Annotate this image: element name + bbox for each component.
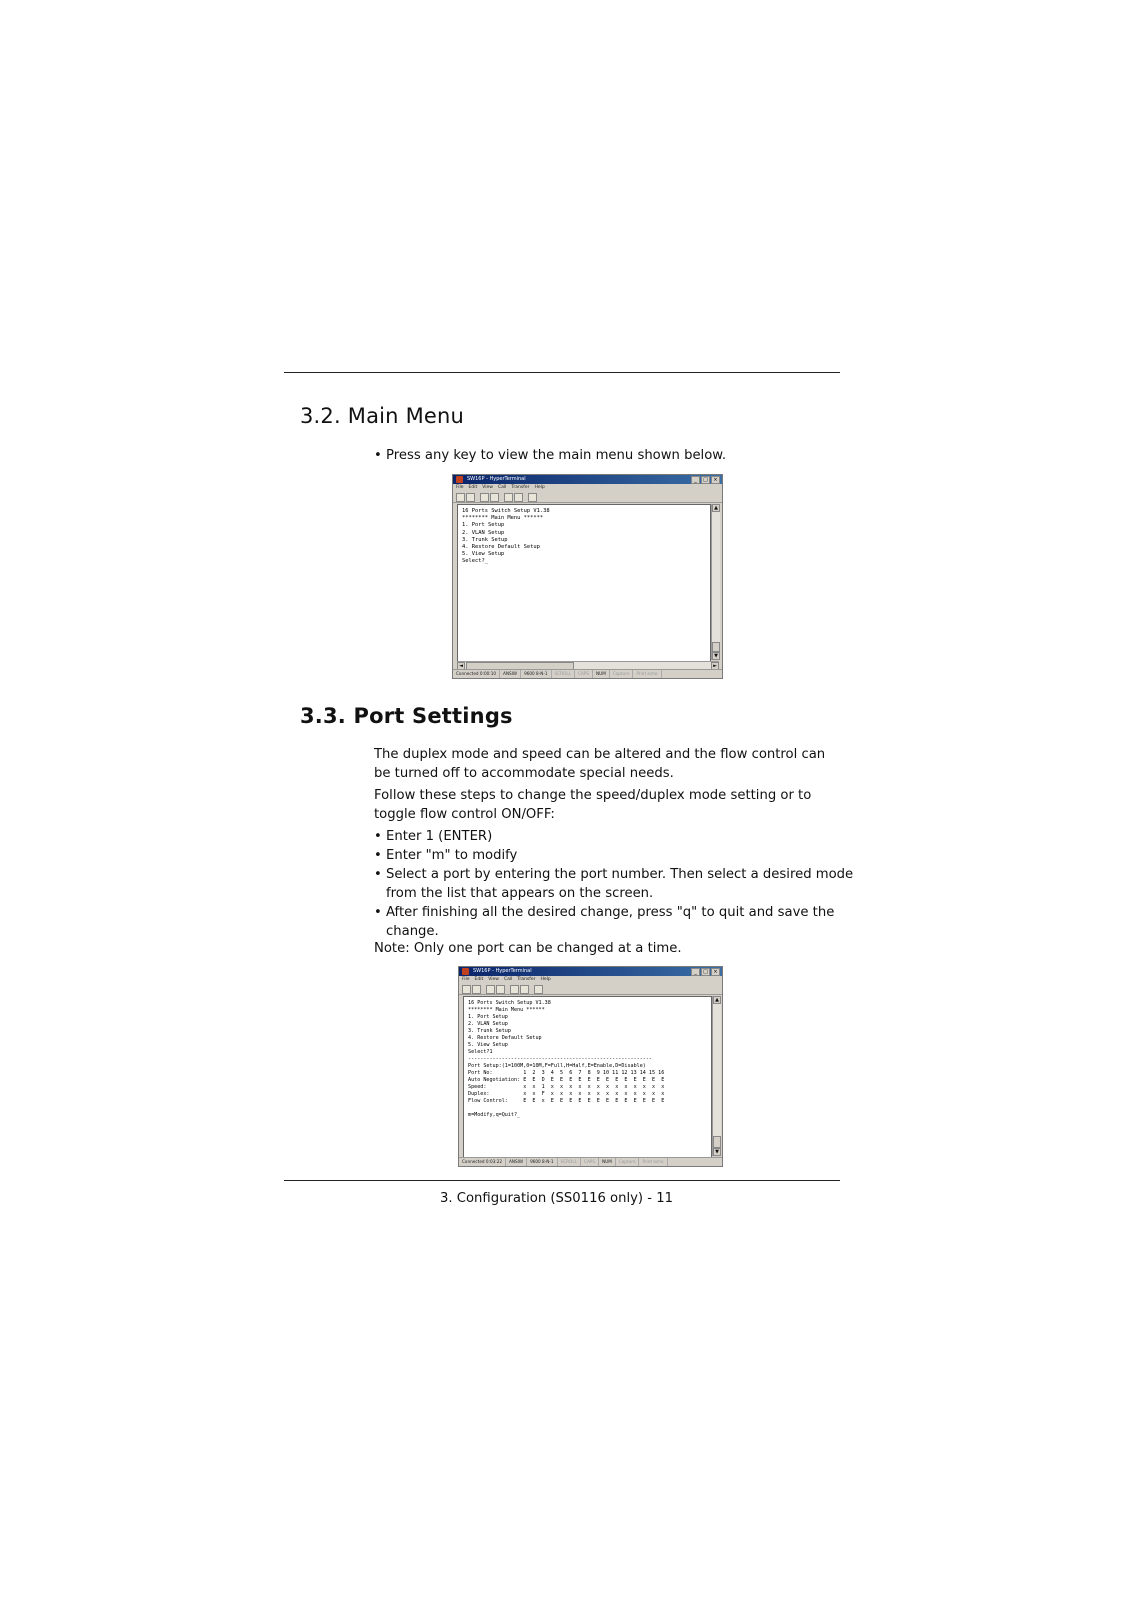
menu-file[interactable]: File <box>456 485 464 490</box>
main-menu-bullet <box>374 446 856 465</box>
toolbar-separator <box>500 494 503 501</box>
properties-icon[interactable] <box>528 493 537 502</box>
app-icon <box>456 476 463 483</box>
send-icon[interactable] <box>504 493 513 502</box>
menu-view[interactable]: View <box>488 977 499 982</box>
maximize-icon[interactable]: □ <box>701 968 710 976</box>
bullet-dot: • <box>374 867 382 882</box>
heading-main-menu-title: Main Menu <box>347 404 465 428</box>
top-rule <box>284 372 840 373</box>
scroll-right-icon[interactable]: ► <box>711 662 719 670</box>
menu-help[interactable]: Help <box>534 485 545 490</box>
menu-bar <box>453 484 722 492</box>
maximize-icon[interactable]: □ <box>701 476 710 484</box>
step-bullet <box>374 827 856 846</box>
heading-main-menu-number: 3.2. <box>300 404 341 428</box>
status-capture: Capture <box>616 1158 640 1166</box>
menu-view[interactable]: View <box>482 485 493 490</box>
terminal-text: 16 Ports Switch Setup V1.38 ******** Main Menu ****** 1. Port Setup 2. VLAN Setup 3. Trunk Setup 4. Restore Default Setup 5. View Setup Select?1 ------------------------------------------------------------ Port Setup:(1=100M,0=10M,F=Full,H=Half,E=Enable,D=Disable) Port No: 1 2 3 4 5 6 7 8 9 10 11 12 13 14 15 16 Auto Negotiation: E E D E E E E E E E E E E E E E Speed: x x 1 x x x x x x x x x x x x x Duplex: x x F x x x x x x x x x x x x x Flow Control: E E x E E E E E E E E E E E E E m=Modify,q=Quit?_ <box>468 1000 665 1118</box>
disconnect-icon[interactable] <box>496 985 505 994</box>
toolbar-separator <box>524 494 527 501</box>
menu-transfer[interactable]: Transfer <box>511 485 530 490</box>
hyperterminal-window-2 <box>458 966 723 1167</box>
connect-icon[interactable] <box>480 493 489 502</box>
vertical-scrollbar[interactable] <box>711 504 720 660</box>
page-footer: 3. Configuration (SS0116 only) - 11 <box>440 1191 674 1206</box>
vertical-scrollbar[interactable] <box>712 996 721 1156</box>
step-text: Select a port by entering the port number. Then select a desired mode from the list that appears on the screen. <box>386 867 854 901</box>
minimize-icon[interactable]: _ <box>691 476 700 484</box>
properties-icon[interactable] <box>534 985 543 994</box>
window-controls <box>691 968 720 976</box>
status-scroll: SCROLL <box>558 1158 581 1166</box>
menu-call[interactable]: Call <box>503 977 513 982</box>
window-controls <box>691 476 720 484</box>
new-icon[interactable] <box>462 985 471 994</box>
status-num: NUM <box>593 670 610 678</box>
bullet-dot: • <box>374 848 382 863</box>
status-print-echo: Print echo <box>633 670 661 678</box>
status-num: NUM <box>599 1158 616 1166</box>
scroll-up-icon[interactable]: ▲ <box>713 996 721 1004</box>
status-emulation: ANSIW <box>506 1158 527 1166</box>
scroll-down-icon[interactable]: ▼ <box>712 652 720 660</box>
bullet-dot: • <box>374 829 382 844</box>
status-connected: Connected 0:00:10 <box>453 670 500 678</box>
receive-icon[interactable] <box>514 493 523 502</box>
heading-main-menu <box>300 404 464 428</box>
close-icon[interactable]: × <box>711 476 720 484</box>
new-icon[interactable] <box>456 493 465 502</box>
connect-icon[interactable] <box>486 985 495 994</box>
step-text: After finishing all the desired change, press "q" to quit and save the change. <box>386 905 835 939</box>
status-caps: CAPS <box>575 670 593 678</box>
receive-icon[interactable] <box>520 985 529 994</box>
heading-port-settings-number: 3.3. <box>300 704 346 728</box>
step-bullet <box>374 865 856 903</box>
open-icon[interactable] <box>472 985 481 994</box>
port-settings-paragraph-2: Follow these steps to change the speed/duplex mode setting or to toggle flow control ON/OFF: <box>374 788 812 822</box>
window-title-bar <box>453 475 722 484</box>
step-bullet <box>374 846 856 865</box>
step-text: Enter 1 (ENTER) <box>386 829 493 844</box>
heading-port-settings <box>300 704 513 728</box>
terminal-screen[interactable] <box>463 996 712 1158</box>
window-title: SW16P - HyperTerminal <box>467 476 526 482</box>
window-title-bar <box>459 967 722 976</box>
scroll-up-icon[interactable]: ▲ <box>712 504 720 512</box>
app-icon <box>462 968 469 975</box>
menu-file[interactable]: File <box>462 977 470 982</box>
port-settings-note: Note: Only one port can be changed at a time. <box>374 941 682 956</box>
scroll-left-icon[interactable]: ◄ <box>457 662 465 670</box>
disconnect-icon[interactable] <box>490 493 499 502</box>
scroll-thumb[interactable] <box>712 642 720 652</box>
port-settings-paragraph-1: The duplex mode and speed can be altered and the flow control can be turned off to accommodate special needs. <box>374 747 826 781</box>
step-bullet <box>374 903 856 941</box>
window-title: SW16P - HyperTerminal <box>473 968 532 974</box>
status-settings: 9600 8-N-1 <box>527 1158 557 1166</box>
toolbar-separator <box>482 986 485 993</box>
status-connected: Connected 0:03:22 <box>459 1158 506 1166</box>
toolbar <box>453 492 722 503</box>
menu-edit[interactable]: Edit <box>468 485 478 490</box>
toolbar-separator <box>530 986 533 993</box>
heading-port-settings-title: Port Settings <box>353 704 513 728</box>
menu-call[interactable]: Call <box>497 485 507 490</box>
scroll-thumb[interactable] <box>713 1136 721 1148</box>
close-icon[interactable]: × <box>711 968 720 976</box>
status-bar <box>453 669 722 678</box>
status-caps: CAPS <box>581 1158 599 1166</box>
menu-help[interactable]: Help <box>540 977 551 982</box>
status-emulation: ANSIW <box>500 670 521 678</box>
toolbar-separator <box>506 986 509 993</box>
status-capture: Capture <box>610 670 634 678</box>
minimize-icon[interactable]: _ <box>691 968 700 976</box>
bottom-rule <box>284 1180 840 1181</box>
main-menu-bullet-text: Press any key to view the main menu shown below. <box>386 448 727 463</box>
status-scroll: SCROLL <box>552 670 575 678</box>
toolbar-separator <box>476 494 479 501</box>
open-icon[interactable] <box>466 493 475 502</box>
scroll-down-icon[interactable]: ▼ <box>713 1148 721 1156</box>
menu-edit[interactable]: Edit <box>474 977 484 982</box>
status-bar <box>459 1157 722 1166</box>
step-text: Enter "m" to modify <box>386 848 518 863</box>
hyperterminal-window-1 <box>452 474 723 679</box>
terminal-text: 16 Ports Switch Setup V1.38 ******** Main Menu ****** 1. Port Setup 2. VLAN Setup 3. Trunk Setup 4. Restore Default Setup 5. View Setup Select?_ <box>462 508 550 565</box>
menu-transfer[interactable]: Transfer <box>517 977 536 982</box>
toolbar <box>459 984 722 995</box>
terminal-screen[interactable] <box>457 504 711 662</box>
bullet-dot: • <box>374 905 382 920</box>
menu-bar <box>459 976 722 984</box>
status-settings: 9600 8-N-1 <box>521 670 551 678</box>
bullet-dot: • <box>374 448 382 463</box>
status-print-echo: Print echo <box>639 1158 667 1166</box>
send-icon[interactable] <box>510 985 519 994</box>
